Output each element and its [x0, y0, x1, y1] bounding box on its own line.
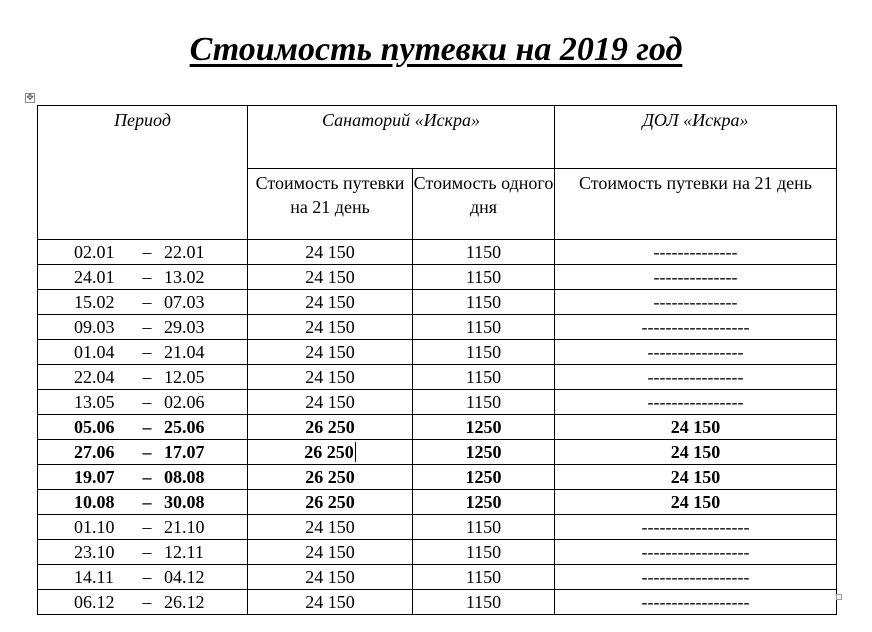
- period-end: 08.08: [164, 467, 205, 487]
- period-end: 26.12: [164, 592, 205, 612]
- voucher-cost-value: 24 150: [305, 292, 355, 312]
- voucher-cost-value: 26 250: [305, 492, 355, 512]
- dol-cost-cell[interactable]: --------------: [555, 240, 837, 265]
- period-cell: [38, 515, 248, 540]
- day-cost-cell[interactable]: 1250: [413, 490, 555, 515]
- period-cell: [38, 290, 248, 315]
- voucher-cost-value: 24 150: [305, 542, 355, 562]
- dol-cost-cell[interactable]: 24 150: [555, 415, 837, 440]
- table-row: [38, 340, 837, 365]
- period-cell: [38, 565, 248, 590]
- dol-header: ДОЛ «Искра»: [555, 106, 837, 169]
- day-cost-cell[interactable]: 1150: [413, 315, 555, 340]
- period-start: 14.11: [74, 567, 114, 587]
- voucher-cost-cell[interactable]: [248, 240, 413, 265]
- dol-cost-cell[interactable]: 24 150: [555, 490, 837, 515]
- period-end: 07.03: [164, 292, 205, 312]
- document-title: Стоимость путевки на 2019 год: [189, 31, 683, 68]
- voucher-cost-value: 24 150: [305, 367, 355, 387]
- period-end: 17.07: [164, 442, 205, 462]
- dol-cost-cell[interactable]: ----------------: [555, 390, 837, 415]
- period-end: 22.01: [164, 242, 205, 262]
- table-row: [38, 415, 837, 440]
- period-start: 06.12: [74, 592, 115, 612]
- period-start: 24.01: [74, 267, 115, 287]
- period-range: [38, 590, 205, 614]
- day-cost-cell[interactable]: 1250: [413, 415, 555, 440]
- table-row: [38, 440, 837, 465]
- dol-cost-cell[interactable]: ------------------: [555, 515, 837, 540]
- period-cell: [38, 240, 248, 265]
- period-range: [38, 290, 205, 314]
- period-cell: [38, 340, 248, 365]
- period-dash: –: [142, 517, 152, 537]
- dol-cost-cell[interactable]: ------------------: [555, 590, 837, 615]
- period-dash: –: [142, 342, 152, 362]
- voucher-cost-value: 24 150: [305, 592, 355, 612]
- dol-cost-cell[interactable]: ------------------: [555, 315, 837, 340]
- period-cell: [38, 390, 248, 415]
- period-cell: [38, 465, 248, 490]
- period-start: 09.03: [74, 317, 115, 337]
- voucher-cost-cell[interactable]: [248, 415, 413, 440]
- period-dash: –: [142, 317, 152, 337]
- period-cell: [38, 590, 248, 615]
- voucher-cost-value: 26 250: [305, 417, 355, 437]
- period-end: 29.03: [164, 317, 205, 337]
- table-row: [38, 315, 837, 340]
- voucher-cost-value: 24 150: [305, 242, 355, 262]
- period-end: 25.06: [164, 417, 205, 437]
- period-start: 01.10: [74, 517, 115, 537]
- period-dash: –: [142, 492, 152, 512]
- voucher-cost-cell[interactable]: [248, 340, 413, 365]
- table-row: [38, 515, 837, 540]
- table-row: [38, 565, 837, 590]
- period-range: [38, 540, 204, 564]
- period-start: 27.06: [74, 442, 115, 462]
- period-dash: –: [142, 367, 152, 387]
- period-range: [38, 265, 205, 289]
- voucher-cost-cell[interactable]: [248, 515, 413, 540]
- table-row: [38, 490, 837, 515]
- table-row: [38, 590, 837, 615]
- dol-cost-cell[interactable]: --------------: [555, 290, 837, 315]
- table-resize-handle-icon[interactable]: [836, 594, 842, 600]
- table-row: [38, 390, 837, 415]
- period-cell: [38, 315, 248, 340]
- day-cost-cell[interactable]: 1150: [413, 540, 555, 565]
- voucher-cost-cell[interactable]: [248, 290, 413, 315]
- voucher-cost-cell[interactable]: [248, 540, 413, 565]
- voucher-cost-value: 24 150: [305, 342, 355, 362]
- day-cost-cell[interactable]: 1250: [413, 440, 555, 465]
- dol-cost-cell[interactable]: 24 150: [555, 440, 837, 465]
- period-end: 12.05: [164, 367, 205, 387]
- period-range: [38, 515, 205, 539]
- period-cell: [38, 440, 248, 465]
- period-end: 21.10: [164, 517, 205, 537]
- period-start: 05.06: [74, 417, 115, 437]
- voucher-cost-value: 24 150: [305, 392, 355, 412]
- day-cost-cell[interactable]: 1150: [413, 340, 555, 365]
- period-end: 30.08: [164, 492, 205, 512]
- voucher-cost-cell[interactable]: [248, 565, 413, 590]
- period-start: 15.02: [74, 292, 115, 312]
- period-range: [38, 440, 205, 464]
- period-start: 01.04: [74, 342, 115, 362]
- period-range: [38, 365, 205, 389]
- voucher-cost-cell[interactable]: [248, 315, 413, 340]
- table-move-handle-icon[interactable]: ✥: [26, 93, 34, 103]
- period-cell: [38, 540, 248, 565]
- period-start: 13.05: [74, 392, 115, 412]
- voucher-cost-value: 24 150: [305, 517, 355, 537]
- day-cost-cell[interactable]: 1150: [413, 265, 555, 290]
- table-row: [38, 290, 837, 315]
- voucher-cost-value: 24 150: [305, 317, 355, 337]
- period-dash: –: [142, 242, 152, 262]
- period-header: Период: [38, 106, 248, 240]
- period-dash: –: [142, 267, 152, 287]
- day-cost-cell[interactable]: 1250: [413, 465, 555, 490]
- table-row: [38, 240, 837, 265]
- day-cost-cell[interactable]: 1150: [413, 390, 555, 415]
- period-cell: [38, 415, 248, 440]
- period-dash: –: [142, 292, 152, 312]
- period-end: 04.12: [164, 567, 205, 587]
- period-range: [38, 240, 205, 264]
- period-cell: [38, 490, 248, 515]
- voucher-cost-cell[interactable]: [248, 465, 413, 490]
- voucher-cost-value: 26 250: [305, 467, 355, 487]
- period-range: [38, 340, 205, 364]
- day-cost-cell[interactable]: 1150: [413, 590, 555, 615]
- table-header-row: [38, 106, 837, 169]
- text-cursor: [355, 442, 356, 462]
- dol-cost-cell[interactable]: 24 150: [555, 465, 837, 490]
- dol-cost-cell[interactable]: ------------------: [555, 565, 837, 590]
- period-dash: –: [142, 442, 152, 462]
- period-dash: –: [142, 592, 152, 612]
- price-table: [37, 105, 837, 615]
- day-cost-cell[interactable]: 1150: [413, 290, 555, 315]
- period-cell: [38, 265, 248, 290]
- voucher-cost-value: 26 250: [304, 442, 354, 462]
- dol-cost-cell[interactable]: ------------------: [555, 540, 837, 565]
- day-cost-cell[interactable]: 1150: [413, 365, 555, 390]
- period-range: [38, 390, 205, 414]
- period-range: [38, 465, 205, 489]
- dol-cost-cell[interactable]: ----------------: [555, 365, 837, 390]
- period-end: 13.02: [164, 267, 205, 287]
- dol-cost-cell[interactable]: ----------------: [555, 340, 837, 365]
- period-start: 19.07: [74, 467, 115, 487]
- period-range: [38, 565, 205, 589]
- period-cell: [38, 365, 248, 390]
- period-end: 21.04: [164, 342, 205, 362]
- period-dash: –: [142, 417, 152, 437]
- day-cost-header: Стоимость одного дня: [413, 169, 555, 240]
- period-range: [38, 315, 205, 339]
- voucher-cost-cell[interactable]: [248, 440, 413, 465]
- voucher-cost-cell[interactable]: [248, 265, 413, 290]
- table-row: [38, 465, 837, 490]
- table-row: [38, 365, 837, 390]
- period-dash: –: [142, 467, 152, 487]
- period-range: [38, 415, 205, 439]
- voucher-cost-value: 24 150: [305, 267, 355, 287]
- day-cost-cell[interactable]: 1150: [413, 515, 555, 540]
- period-start: 23.10: [74, 542, 115, 562]
- sanatorium-header: Санаторий «Искра»: [248, 106, 555, 169]
- voucher-cost-cell[interactable]: [248, 590, 413, 615]
- day-cost-cell[interactable]: 1150: [413, 565, 555, 590]
- period-end: 12.11: [164, 542, 204, 562]
- period-dash: –: [142, 567, 152, 587]
- period-dash: –: [142, 542, 152, 562]
- dol-cost-cell[interactable]: --------------: [555, 265, 837, 290]
- period-end: 02.06: [164, 392, 205, 412]
- period-start: 10.08: [74, 492, 115, 512]
- voucher-cost-value: 24 150: [305, 567, 355, 587]
- voucher-cost-cell[interactable]: [248, 390, 413, 415]
- period-range: [38, 490, 205, 514]
- table-row: [38, 265, 837, 290]
- period-start: 02.01: [74, 242, 115, 262]
- dol-cost-header: Стоимость путевки на 21 день: [555, 169, 837, 240]
- voucher-cost-cell[interactable]: [248, 490, 413, 515]
- table-row: [38, 540, 837, 565]
- voucher-cost-cell[interactable]: [248, 365, 413, 390]
- period-dash: –: [142, 392, 152, 412]
- day-cost-cell[interactable]: 1150: [413, 240, 555, 265]
- voucher-cost-header: Стоимость путевки на 21 день: [248, 169, 413, 240]
- period-start: 22.04: [74, 367, 115, 387]
